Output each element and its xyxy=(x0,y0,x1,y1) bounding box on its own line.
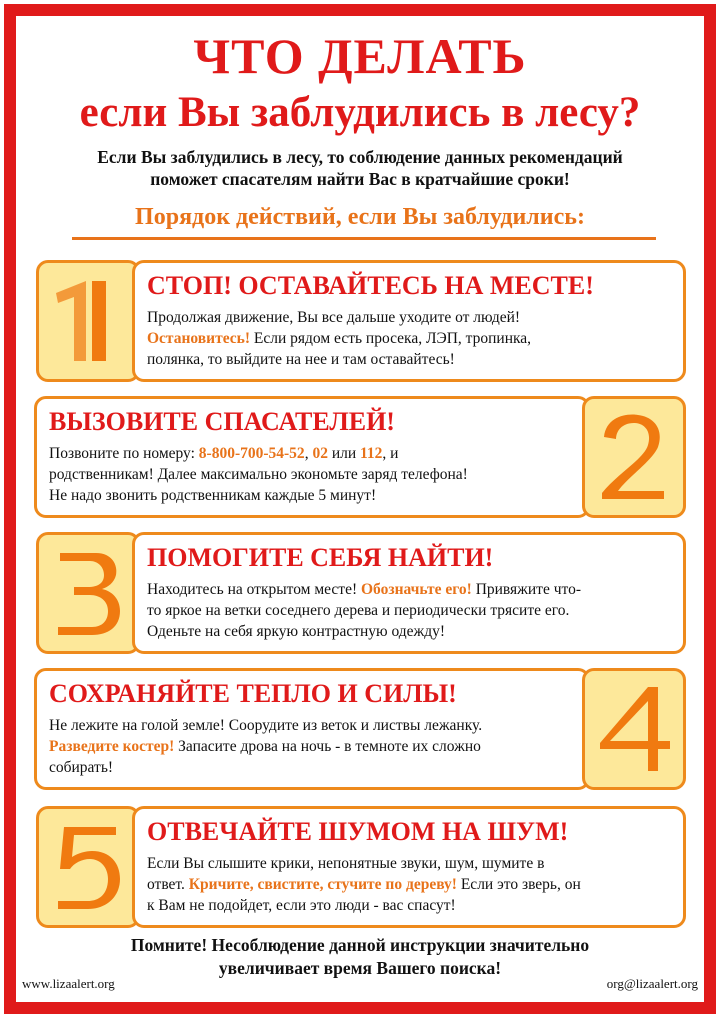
step-2-text xyxy=(49,443,579,506)
step-3-title: ПОМОГИТЕ СЕБЯ НАЙТИ! xyxy=(147,543,494,572)
footer-warning xyxy=(56,934,664,980)
step-1-text xyxy=(147,307,675,370)
step-4-highlight: Разведите костер! xyxy=(49,738,175,755)
step-3-highlight: Обозначьте его! xyxy=(361,581,472,598)
step-1-number-badge xyxy=(36,260,140,382)
step-4-number-badge xyxy=(582,668,686,790)
step-5-card xyxy=(132,806,686,928)
phone-02: 02 xyxy=(312,445,328,462)
step-3-card xyxy=(132,532,686,654)
digit-3-icon xyxy=(46,543,130,643)
step-2-number-badge xyxy=(582,396,686,518)
intro-line-2: поможет спасателям найти Вас в кратчайшие сроки! xyxy=(150,169,570,189)
step-4-line-1: Не лежите на голой земле! Соорудите из веток и листвы лежанку. xyxy=(49,717,483,734)
step-4-line-2: Разведите костер! Запасите дрова на ночь - в темноте их сложно xyxy=(49,738,481,755)
step-2-title: ВЫЗОВИТЕ СПАСАТЕЛЕЙ! xyxy=(49,407,395,436)
email-link[interactable]: org@lizaalert.org xyxy=(606,976,698,991)
page-title: ЧТО ДЕЛАТЬ xyxy=(193,28,527,84)
website-link[interactable]: www.lizaalert.org xyxy=(22,976,115,991)
step-3-line-2: то яркое на ветки соседнего дерева и периодически трясите его. xyxy=(147,602,570,619)
step-5-title: ОТВЕЧАЙТЕ ШУМОМ НА ШУМ! xyxy=(147,817,569,846)
step-1-line-1: Продолжая движение, Вы все дальше уходите от людей! xyxy=(147,309,521,326)
step-1-line-2: Остановитесь! Если рядом есть просека, ЛЭП, тропинка, xyxy=(147,330,532,347)
digit-4-icon xyxy=(592,679,676,779)
step-4-card xyxy=(34,668,590,790)
step-1-line-3: полянка, то выйдите на нее и там оставайтесь! xyxy=(147,351,455,368)
step-2-line-1: Позвоните по номеру: 8-800-700-54-52, 02 или 112, и xyxy=(49,445,399,462)
phone-hotline: 8-800-700-54-52 xyxy=(198,445,305,462)
step-5-line-2: ответ. Кричите, свистите, стучите по дереву! Если это зверь, он xyxy=(147,876,581,893)
phone-112: 112 xyxy=(360,445,383,462)
digit-1-icon xyxy=(48,271,128,371)
digit-2-icon xyxy=(592,407,676,507)
step-3-text xyxy=(147,579,675,642)
digit-5-icon xyxy=(46,817,130,917)
footer-warning-line-2: увеличивает время Вашего поиска! xyxy=(218,958,502,978)
step-2-line-2: родственникам! Далее максимально экономьте заряд телефона! xyxy=(49,466,468,483)
step-4-line-3: собирать! xyxy=(49,759,114,776)
step-3-line-1: Находитесь на открытом месте! Обозначьте его! Привяжите что- xyxy=(147,581,581,598)
step-5-number-badge xyxy=(36,806,140,928)
step-4-title: СОХРАНЯЙТЕ ТЕПЛО И СИЛЫ! xyxy=(49,679,457,708)
step-1-card xyxy=(132,260,686,382)
page-subtitle: если Вы заблудились в лесу? xyxy=(79,89,641,136)
step-1-highlight: Остановитесь! xyxy=(147,330,251,347)
step-2-card xyxy=(34,396,590,518)
step-1-title: СТОП! ОСТАВАЙТЕСЬ НА МЕСТЕ! xyxy=(147,271,594,300)
step-5-highlight: Кричите, свистите, стучите по дереву! xyxy=(188,876,457,893)
step-2-line-3: Не надо звонить родственникам каждые 5 минут! xyxy=(49,487,377,504)
order-underline xyxy=(72,237,656,240)
footer-warning-line-1: Помните! Несоблюдение данной инструкции значительно xyxy=(130,935,590,955)
intro-text xyxy=(26,146,694,190)
step-5-line-3: к Вам не подойдет, если это люди - вас спасут! xyxy=(147,897,456,914)
step-3-number-badge xyxy=(36,532,140,654)
intro-line-1: Если Вы заблудились в лесу, то соблюдение данных рекомендаций xyxy=(97,147,623,167)
step-3-line-3: Оденьте на себя яркую контрастную одежду! xyxy=(147,623,446,640)
order-heading: Порядок действий, если Вы заблудились: xyxy=(135,204,585,230)
step-4-text xyxy=(49,715,579,778)
poster xyxy=(16,16,704,1002)
step-5-line-1: Если Вы слышите крики, непонятные звуки, шум, шумите в xyxy=(147,855,545,872)
step-5-text xyxy=(147,853,675,916)
